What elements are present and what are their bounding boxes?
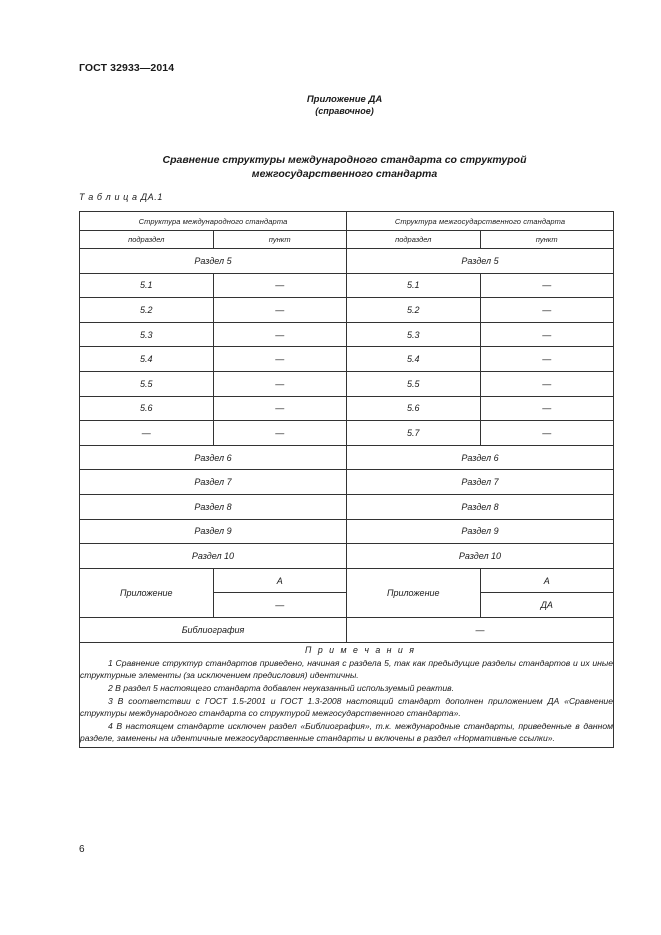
table-row-annex	[80, 568, 614, 593]
table-row	[80, 322, 614, 347]
cell-section: Раздел 8	[80, 494, 347, 519]
table-row-bibliography	[80, 617, 614, 642]
cell: 5.5	[347, 371, 481, 396]
header-interstate: Структура межгосударственного стандарта	[347, 212, 614, 231]
cell: 5.3	[80, 322, 214, 347]
cell: —	[213, 273, 347, 298]
cell: 5.7	[347, 421, 481, 446]
document-header: ГОСТ 32933—2014	[79, 62, 175, 74]
cell-section: Раздел 9	[347, 519, 614, 544]
note-item: 2 В раздел 5 настоящего стандарта добавлен неуказанный используемый реактив.	[108, 682, 454, 693]
cell: —	[480, 421, 614, 446]
cell: 5.6	[80, 396, 214, 421]
table-row	[80, 371, 614, 396]
cell: —	[213, 322, 347, 347]
cell: А	[213, 568, 347, 593]
notes-heading: П р и м е ч а н и я	[305, 645, 416, 656]
cell: —	[480, 298, 614, 323]
cell: 5.5	[80, 371, 214, 396]
page-number: 6	[79, 844, 85, 855]
header-international: Структура международного стандарта	[80, 212, 347, 231]
cell: —	[480, 396, 614, 421]
subheader-clause: пункт	[213, 231, 347, 249]
cell: ДА	[480, 593, 614, 618]
cell-section: Раздел 10	[80, 544, 347, 569]
table-row	[80, 396, 614, 421]
cell: —	[213, 298, 347, 323]
cell-bibliography: —	[347, 617, 614, 642]
cell: —	[213, 421, 347, 446]
cell: —	[213, 371, 347, 396]
section-title-line1: Сравнение структуры международного стандарта со структурой	[162, 154, 527, 166]
note-item: 1 Сравнение структур стандартов приведено, начиная с раздела 5, так как предыдущие разделы стандартов и их иные структурные элементы (за исключением предисловия) идентичны.	[80, 657, 613, 681]
subheader-subsection: подраздел	[80, 231, 214, 249]
table-row-section10	[80, 544, 614, 569]
cell: 5.2	[80, 298, 214, 323]
table-row-section8	[80, 494, 614, 519]
cell: 5.1	[80, 273, 214, 298]
cell: А	[480, 568, 614, 593]
cell-section: Раздел 7	[347, 470, 614, 495]
table-row-section9	[80, 519, 614, 544]
subheader-clause: пункт	[480, 231, 614, 249]
appendix-subtitle: (справочное)	[315, 106, 374, 116]
cell-section: Раздел 6	[347, 445, 614, 470]
cell: 5.1	[347, 273, 481, 298]
table-row-section6	[80, 445, 614, 470]
table-row	[80, 298, 614, 323]
cell-section: Раздел 9	[80, 519, 347, 544]
cell: —	[480, 347, 614, 372]
cell: —	[480, 322, 614, 347]
cell: —	[480, 273, 614, 298]
table-notes-row	[80, 642, 614, 747]
cell: —	[213, 347, 347, 372]
section-title-line2: межгосударственного стандарта	[251, 168, 438, 180]
table-row	[80, 421, 614, 446]
cell: 5.2	[347, 298, 481, 323]
cell-section: Раздел 10	[347, 544, 614, 569]
appendix-title: Приложение ДА	[306, 94, 383, 105]
note-item: 3 В соответствии с ГОСТ 1.5-2001 и ГОСТ 1.3-2008 настоящий стандарт дополнен приложением ДА «Сравнение структуры международного стандарта со структурой межгосударственного стандарта».	[80, 695, 613, 719]
table-row	[80, 347, 614, 372]
cell-section: Раздел 6	[80, 445, 347, 470]
cell: —	[80, 421, 214, 446]
subheader-subsection: подраздел	[347, 231, 481, 249]
table-subheader-row	[80, 231, 614, 249]
table-header-row	[80, 212, 614, 231]
table-row	[80, 273, 614, 298]
cell-section: Раздел 5	[347, 249, 614, 274]
cell: —	[480, 371, 614, 396]
cell: 5.3	[347, 322, 481, 347]
cell-section: Раздел 7	[80, 470, 347, 495]
notes-cell	[80, 642, 614, 747]
cell-section: Раздел 8	[347, 494, 614, 519]
cell: —	[213, 593, 347, 618]
comparison-table	[79, 211, 614, 748]
cell: 5.6	[347, 396, 481, 421]
cell-bibliography: Библиография	[80, 617, 347, 642]
cell-annex-label: Приложение	[80, 568, 214, 617]
table-caption: Т а б л и ц а ДА.1	[79, 192, 163, 202]
cell-annex-label: Приложение	[347, 568, 481, 617]
cell-section: Раздел 5	[80, 249, 347, 274]
cell: 5.4	[347, 347, 481, 372]
cell: 5.4	[80, 347, 214, 372]
table-row-section5	[80, 249, 614, 274]
table-row-section7	[80, 470, 614, 495]
note-item: 4 В настоящем стандарте исключен раздел «Библиография», т.к. международные стандарты, приведенные в данном разделе, заменены на идентичные межгосударственные стандарты и включены в раздел «Нормативные ссылки».	[80, 720, 613, 744]
cell: —	[213, 396, 347, 421]
